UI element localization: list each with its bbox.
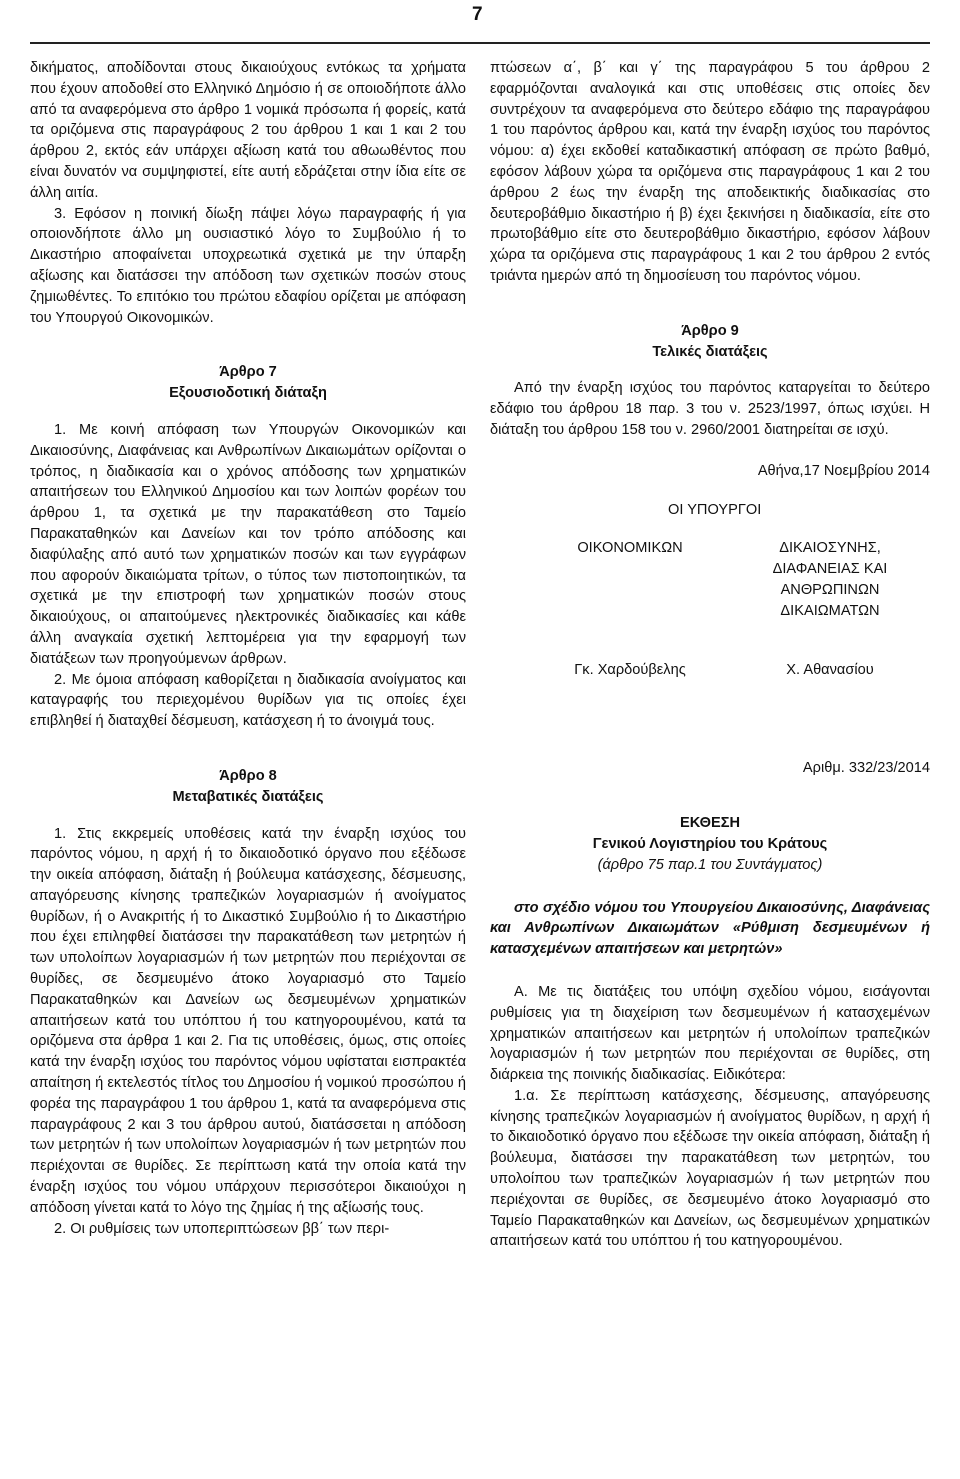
paragraph: Από την έναρξη ισχύος του παρόντος καταργείται το δεύτερο εδάφιο του άρθρου 18 παρ. 3 του ν. 2523/1997, όπως ισχύει. Η διάταξη του άρθρου 158 του ν. 2960/2001 διατηρείται σε ισχύ. — [490, 380, 930, 438]
article-title: Άρθρο 9 — [681, 322, 739, 339]
ministry-right-line: ΑΝΘΡΩΠΙΝΩΝ — [780, 581, 880, 598]
article-subtitle: Μεταβατικές διατάξεις — [172, 788, 324, 805]
header-rule — [30, 42, 930, 44]
right-column — [490, 58, 930, 1252]
ministry-right-line: ΔΙΚΑΙΩΜΑΤΩΝ — [780, 602, 880, 619]
signer-right: Χ. Αθανασίου — [786, 661, 874, 678]
paragraph: δικήματος, αποδίδονται στους δικαιούχους εντόκως τα χρήματα που έχουν αποδοθεί στο Ελληνικό Δημόσιο ή σε οποιοδήποτε άλλο από τα αναφερόμενα στο άρθρο 1 νομικά πρόσωπα ή φορείς, κατά τα οριζόμενα στις παραγράφους 2 του άρθρου 1 και 1 και 2 του άρθρου 2, εκτός εάν υπάρχει αξίωση κατά του αθωωθέντος που είναι δυνατόν να συμψηφιστεί, είτε αυτή εδράζεται στην ίδια είτε σε άλλη αιτία. — [30, 60, 466, 201]
paragraph: Α. Με τις διατάξεις του υπόψη σχεδίου νόμου, εισάγονται ρυθμίσεις για τη διαχείριση των δεσμευμένων ή κατασχεμένων χρηματικών απαιτήσεων και μετρητών ή υπολοίπων τραπεζικών λογαριασμών ή των μετρητών που περιέχονται σε θυρίδες, στη διάρκεια της ποινικής διαδικασίας. Ειδικότερα: — [490, 983, 930, 1084]
article-title: Άρθρο 7 — [219, 364, 277, 381]
ministry-right-line: ΔΙΚΑΙΟΣΥΝΗΣ, — [779, 540, 881, 557]
paragraph: 2. Με όμοια απόφαση καθορίζεται η διαδικασία ανοίγματος και καταγραφής του περιεχομένου θυρίδων για τις οποίες έχει επιβληθεί ή διαταχθεί δέσμευση, κατάσχεση ή το άνοιγμά τους. — [30, 671, 466, 730]
report-subject: στο σχέδιο νόμου του Υπουργείου Δικαιοσύνης, Διαφάνειας και Ανθρωπίνων Δικαιωμάτων «Ρύθμιση δεσμευμένων ή κατασχεμένων απαιτήσεων και μετρητών» — [490, 899, 930, 958]
paragraph: 2. Οι ρυθμίσεις των υποπεριπτώσεων ββ΄ των περι- — [54, 1220, 390, 1237]
report-title: ΕΚΘΕΣΗ — [680, 815, 740, 832]
article-title: Άρθρο 8 — [219, 767, 277, 784]
left-column — [30, 58, 466, 1239]
signers-row — [490, 660, 930, 681]
paragraph: 3. Εφόσον η ποινική δίωξη πάψει λόγω παραγραφής ή για οποιονδήποτε άλλο μη ουσιαστικό λόγο το Συμβούλιο ή το Δικαστήριο αποφαίνεται υποχρεωτικά σχετικά με την ύπαρξη αξίωσης και διατάσσει την απόδοση των σχετικών ποσών στους ζημιωθέντες. Το επιτόκιο του πρώτου εδαφίου ορίζεται με απόφαση του Υπουργού Οικονομικών. — [30, 205, 466, 326]
article-subtitle: Τελικές διατάξεις — [652, 343, 768, 360]
signature-date: Αθήνα,17 Νοεμβρίου 2014 — [757, 462, 930, 479]
paragraph: 1. Στις εκκρεμείς υποθέσεις κατά την έναρξη ισχύος του παρόντος νόμου, η αρχή ή το δικαιοδοτικό όργανο που εξέδωσε την οικεία απόφαση, διάταξη ή βούλευμα κατάσχεσης, δέσμευσης, απαγόρευσης κίνησης τραπεζικών λογαριασμών ή ανοίγματος θυρίδων, ή ο Ανακριτής ή το Δικαστικό Συμβούλιο ή το Δικαστήριο που έχει επιληφθεί διατάσσει την παρακατάθεση των μετρητών ή των υπολοίπων λογαριασμών ή των μετρητών που περιέχονται σε θυρίδες, σε δεσμευμένο άτοκο λογαριασμό στο Ταμείο Παρακαταθηκών και Δανείων ως δεσμευμένων χρηματικών απαιτήσεων κατά του υπόπτου ή του κατηγορουμένου, κατά τα οριζόμενα στα άρθρα 1 και 2. Για τις υποθέσεις, όμως, στις οποίες κατά την έναρξη ισχύος του παρόντος νόμου υφίσταται εισπρακτέα απαίτηση ή εκτελεστός τίτλος του Δημοσίου ή νομικού προσώπου ή φορέα της παραγράφου 1 του άρθρου 1, κατά τα αναφερόμενα στις παραγράφους 2 και 3 του άρθρου αυτού, διατάσσεται η απόδοση των μετρητών ή των υπολοίπων λογαριασμών ή των μετρητών που περιέχονται σε θυρίδες. Σε περίπτωση κατά την οποία κατά την έναρξη ισχύος του νόμου υπάρχουν περισσότεροι δικαιούχοι η απόδοση γίνεται κατά το λόγο της ζημίας ή της αξίωσής τους. — [30, 825, 466, 1216]
ministry-right-line: ΔΙΑΦΑΝΕΙΑΣ ΚΑΙ — [772, 561, 888, 578]
reference-number: Αριθμ. 332/23/2014 — [802, 760, 930, 777]
report-subtitle: Γενικού Λογιστηρίου του Κράτους — [592, 835, 828, 852]
article-subtitle: Εξουσιοδοτική διάταξη — [169, 385, 327, 402]
ministries-row — [490, 538, 930, 621]
paragraph: πτώσεων α΄, β΄ και γ΄ της παραγράφου 5 του άρθρου 2 εφαρμόζονται αναλογικά και στις υποθέσεις στις οποίες δεν συντρέχουν τα αναφερόμενα στο δεύτερο εδάφιο της παραγράφου 1 του παρόντος άρθρου και, κατά την έναρξη ισχύος του παρόντος νόμου: α) έχει εκδοθεί καταδικαστική απόφαση σε πρώτο βαθμό, εφόσον λάβουν χώρα τα οριζόμενα στις παραγράφους 1 και 2 του άρθρου 2 έως την έναρξη της αποδεικτικής διαδικασίας στο δευτεροβάθμιο δικαστήριο ή β) έχει ξεκινήσει η διαδικασία, είτε στο πρωτοβάθμιο είτε στο δευτεροβάθμιο δικαστήριο, εφόσον λάβουν χώρα τα οριζόμενα στις παραγράφους 1 και 2 του άρθρου 2 εντός τριάντα ημερών από τη δημοσίευση του παρόντος νόμου. — [490, 60, 930, 284]
ministry-left: ΟΙΚΟΝΟΜΙΚΩΝ — [577, 540, 683, 557]
ministry-right — [730, 538, 930, 621]
paragraph: 1.α. Σε περίπτωση κατάσχεσης, δέσμευσης, απαγόρευσης κίνησης τραπεζικών λογαριασμών ή ανοίγματος θυρίδων, η αρχή ή το δικαιοδοτικό όργανο που εξέδωσε την οικεία απόφαση, διάταξη ή βούλευμα, διατάσσει την παρακατάθεση των μετρητών, του υπολοίπου των τραπεζικών λογαριασμών ή των μετρητών που περιέχονται σε θυρίδες, σε δεσμευμένο άτοκο λογαριασμό στο Ταμείο Παρακαταθηκών και Δανείων, ως δεσμευμένων χρηματικών απαιτήσεων κατά του υπόπτου ή του κατηγορουμένου. — [490, 1087, 930, 1250]
page-number: 7 — [472, 4, 483, 25]
ministers-label: ΟΙ ΥΠΟΥΡΓΟΙ — [668, 501, 762, 518]
signer-left: Γκ. Χαρδούβελης — [574, 661, 686, 678]
paragraph: 1. Με κοινή απόφαση των Υπουργών Οικονομικών και Δικαιοσύνης, Διαφάνειας και Ανθρωπίνων Δικαιωμάτων ορίζονται ο τρόπος, η διαδικασία και ο χρόνος απόδοσης των χρηματικών απαιτήσεων του Ελληνικού Δημοσίου και των λοιπών φορέων του άρθρου 1, τα σχετικά με την παρακατάθεση στο Ταμείο Παρακαταθηκών και Δανείων και τον τρόπο απόδοσης και διαφύλαξης από αυτό των χρηματικών ποσών και των εγγράφων που αφορούν δικαιώματα τρίτων, ο τύπος των πιστοποιητικών, τα σχετικά με την επιστροφή των χρηματικών ποσών στους δικαιούχους, οι απαιτούμενες ηλεκτρονικές διαδικασίες και κάθε άλλη αναγκαία σχετική λεπτομέρεια για την εφαρμογή των διατάξεων των προηγούμενων άρθρων. — [30, 421, 466, 667]
report-note: (άρθρο 75 παρ.1 του Συντάγματος) — [597, 856, 823, 873]
